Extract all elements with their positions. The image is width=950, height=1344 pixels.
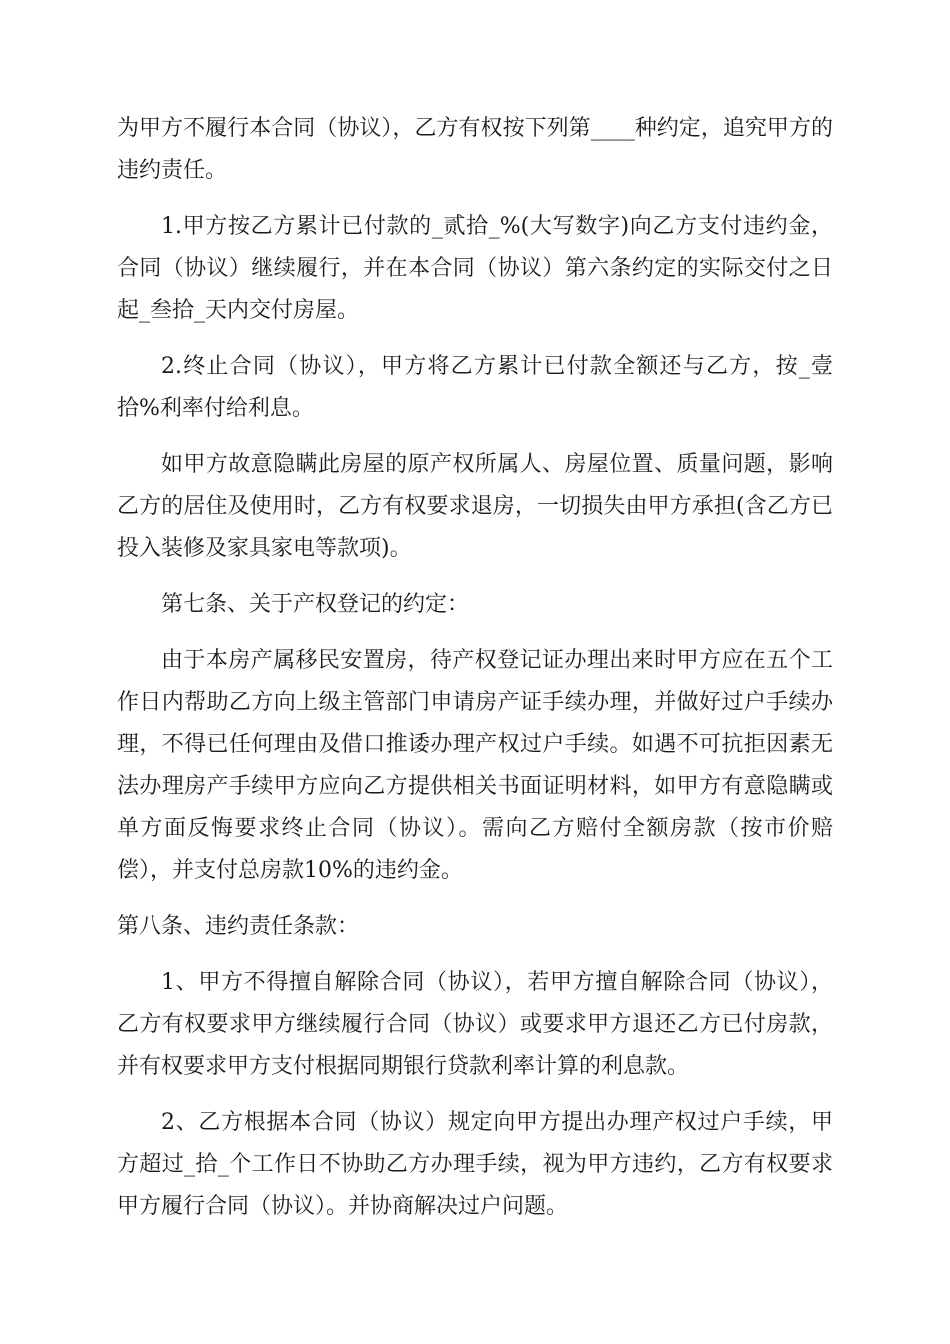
paragraph-property-registration: 由于本房产属移民安置房，待产权登记证办理出来时甲方应在五个工作日内帮助乙方向上级主管部门申请房产证手续办理，并做好过户手续办理，不得已任何理由及借口推诿办理产权过户手续。如遇不可抗拒因素无法办理房产手续甲方应向乙方提供相关书面证明材料，如甲方有意隐瞒或单方面反悔要求终止合同（协议）。需向乙方赔付全额房款（按市价赔偿），并支付总房款10%的违约金。 [117, 648, 833, 883]
paragraph-concealment: 如甲方故意隐瞒此房屋的原产权所属人、房屋位置、质量问题，影响乙方的居住及使用时，乙方有权要求退房，一切损失由甲方承担(含乙方已投入装修及家具家电等款项)。 [117, 452, 833, 561]
heading-article-7: 第七条、关于产权登记的约定： [161, 592, 470, 617]
document-body [117, 108, 833, 1242]
paragraph-option-1: 1.甲方按乙方累计已付款的_贰拾_%(大写数字)向乙方支付违约金，合同（协议）继续履行，并在本合同（协议）第六条约定的实际交付之日起_叁拾_天内交付房屋。 [117, 214, 833, 323]
paragraph-option-2: 2.终止合同（协议），甲方将乙方累计已付款全额还与乙方，按_壹拾%利率付给利息。 [117, 354, 833, 421]
paragraph-breach-intro: 为甲方不履行本合同（协议），乙方有权按下列第____种约定，追究甲方的违约责任。 [117, 116, 833, 183]
paragraph-breach-clause-2: 2、乙方根据本合同（协议）规定向甲方提出办理产权过户手续，甲方超过_拾_个工作日不协助乙方办理手续，视为甲方违约，乙方有权要求甲方履行合同（协议）。并协商解决过户问题。 [117, 1110, 833, 1219]
heading-article-8: 第八条、违约责任条款： [117, 914, 360, 939]
paragraph-breach-clause-1: 1、甲方不得擅自解除合同（协议），若甲方擅自解除合同（协议），乙方有权要求甲方继续履行合同（协议）或要求甲方退还乙方已付房款，并有权要求甲方支付根据同期银行贷款利率计算的利息款。 [117, 970, 833, 1079]
